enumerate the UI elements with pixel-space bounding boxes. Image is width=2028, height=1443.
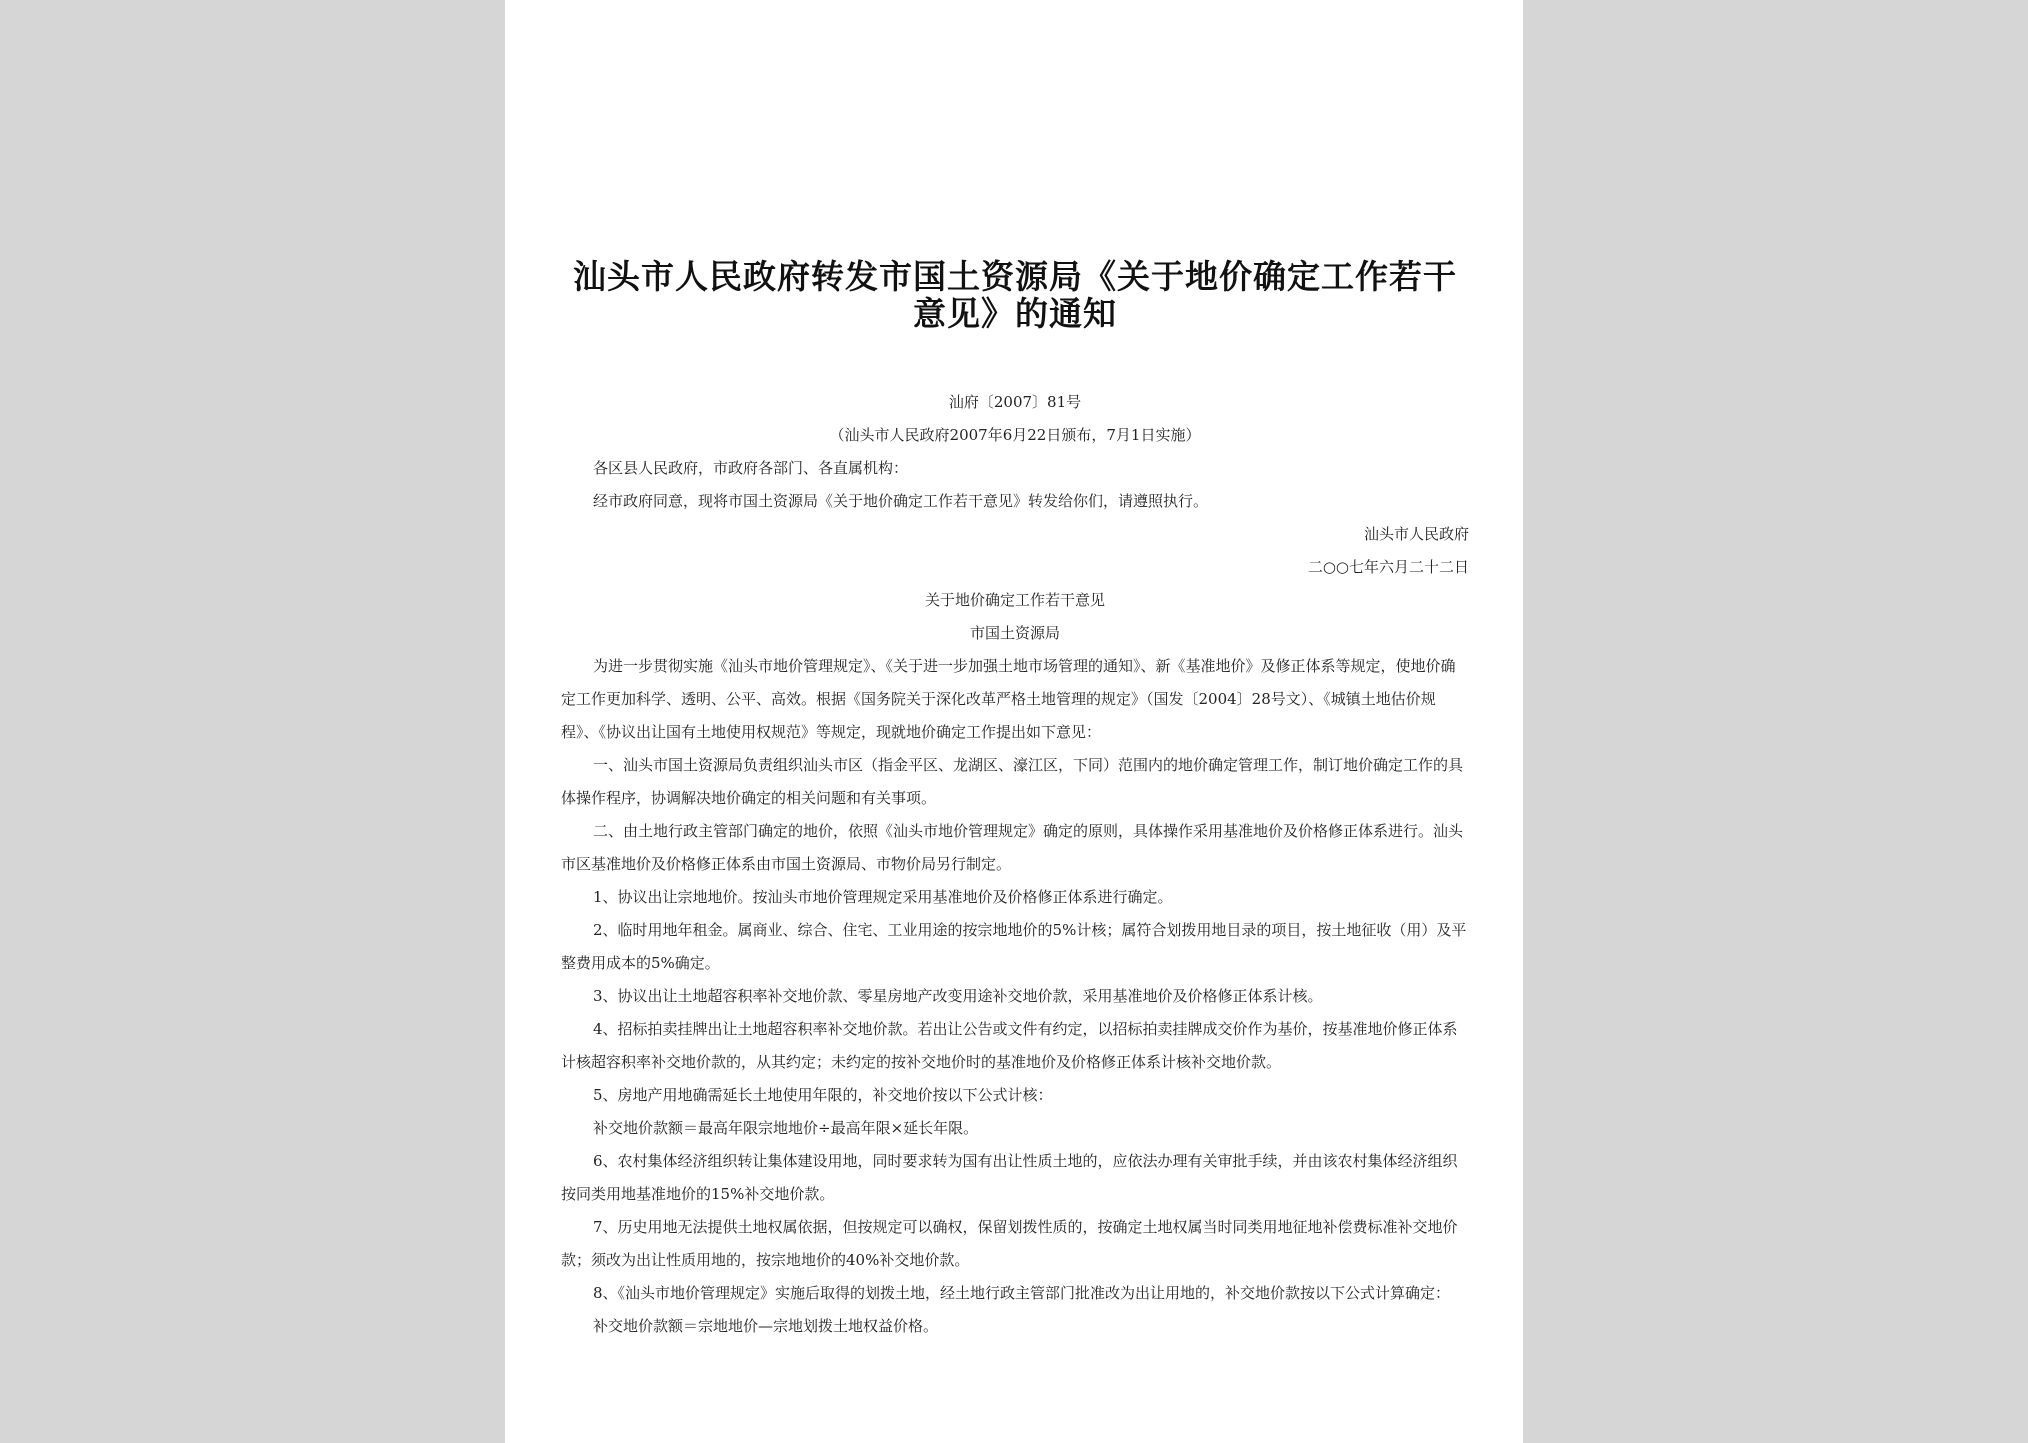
document-page xyxy=(505,0,1523,1443)
paragraph: 1、协议出让宗地地价。按汕头市地价管理规定采用基准地价及价格修正体系进行确定。 xyxy=(593,888,1173,906)
document-title: 汕头市人民政府转发市国土资源局《关于地价确定工作若干意见》的通知 xyxy=(573,257,1457,333)
signature-date: 二○○七年六月二十二日 xyxy=(1307,558,1469,576)
paragraph: 为进一步贯彻实施《汕头市地价管理规定》、《关于进一步加强土地市场管理的通知》、新《基准地价》及修正体系等规定，使地价确定工作更加科学、透明、公平、高效。根据《国务院关于深化改革严格土地管理的规定》（国发〔2004〕28号文）、《城镇土地估价规程》、《协议出让国有土地使用权规范》等规定，现就地价确定工作提出如下意见： xyxy=(561,657,1456,741)
paragraph: 5、房地产用地确需延长土地使用年限的，补交地价按以下公式计核： xyxy=(593,1086,1053,1104)
document-content xyxy=(561,258,1469,1343)
formula-line: 补交地价款额＝最高年限宗地地价÷最高年限×延长年限。 xyxy=(593,1119,979,1137)
paragraph: 8、《汕头市地价管理规定》实施后取得的划拨土地，经土地行政主管部门批准改为出让用地的，补交地价款按以下公式计算确定： xyxy=(593,1284,1451,1302)
document-number: 汕府〔2007〕81号 xyxy=(948,393,1082,411)
paragraph: 二、由土地行政主管部门确定的地价，依照《汕头市地价管理规定》确定的原则，具体操作采用基准地价及价格修正体系进行。汕头市区基准地价及价格修正体系由市国土资源局、市物价局另行制定。 xyxy=(561,822,1464,873)
section-title: 关于地价确定工作若干意见 xyxy=(924,591,1105,609)
paragraph: 7、历史用地无法提供土地权属依据，但按规定可以确权，保留划拨性质的，按确定土地权属当时同类用地征地补偿费标准补交地价款；须改为出让性质用地的，按宗地地价的40%补交地价款。 xyxy=(561,1218,1458,1269)
paragraph: 3、协议出让土地超容积率补交地价款、零星房地产改变用途补交地价款，采用基准地价及价格修正体系计核。 xyxy=(593,987,1323,1005)
addressee: 各区县人民政府，市政府各部门、各直属机构： xyxy=(593,459,909,477)
paragraph: 4、招标拍卖挂牌出让土地超容积率补交地价款。若出让公告或文件有约定，以招标拍卖挂牌成交价作为基价，按基准地价修正体系计核超容积率补交地价款的，从其约定；未约定的按补交地价时的基准地价及价格修正体系计核补交地价款。 xyxy=(561,1020,1458,1071)
paragraph: 2、临时用地年租金。属商业、综合、住宅、工业用途的按宗地地价的5%计核；属符合划拨用地目录的项目，按土地征收（用）及平整费用成本的5%确定。 xyxy=(561,921,1467,972)
formula-line: 补交地价款额＝宗地地价—宗地划拨土地权益价格。 xyxy=(593,1317,939,1335)
signature-org: 汕头市人民政府 xyxy=(1363,525,1469,543)
issue-note: （汕头市人民政府2007年6月22日颁布，7月1日实施） xyxy=(829,426,1201,444)
section-author: 市国土资源局 xyxy=(969,624,1060,642)
paragraph: 一、汕头市国土资源局负责组织汕头市区（指金平区、龙湖区、濠江区，下同）范围内的地价确定管理工作，制订地价确定工作的具体操作程序，协调解决地价确定的相关问题和有关事项。 xyxy=(561,756,1464,807)
paragraph: 6、农村集体经济组织转让集体建设用地，同时要求转为国有出让性质土地的，应依法办理有关审批手续，并由该农村集体经济组织按同类用地基准地价的15%补交地价款。 xyxy=(561,1152,1458,1203)
intro-paragraph: 经市政府同意，现将市国土资源局《关于地价确定工作若干意见》转发给你们，请遵照执行。 xyxy=(593,492,1209,510)
